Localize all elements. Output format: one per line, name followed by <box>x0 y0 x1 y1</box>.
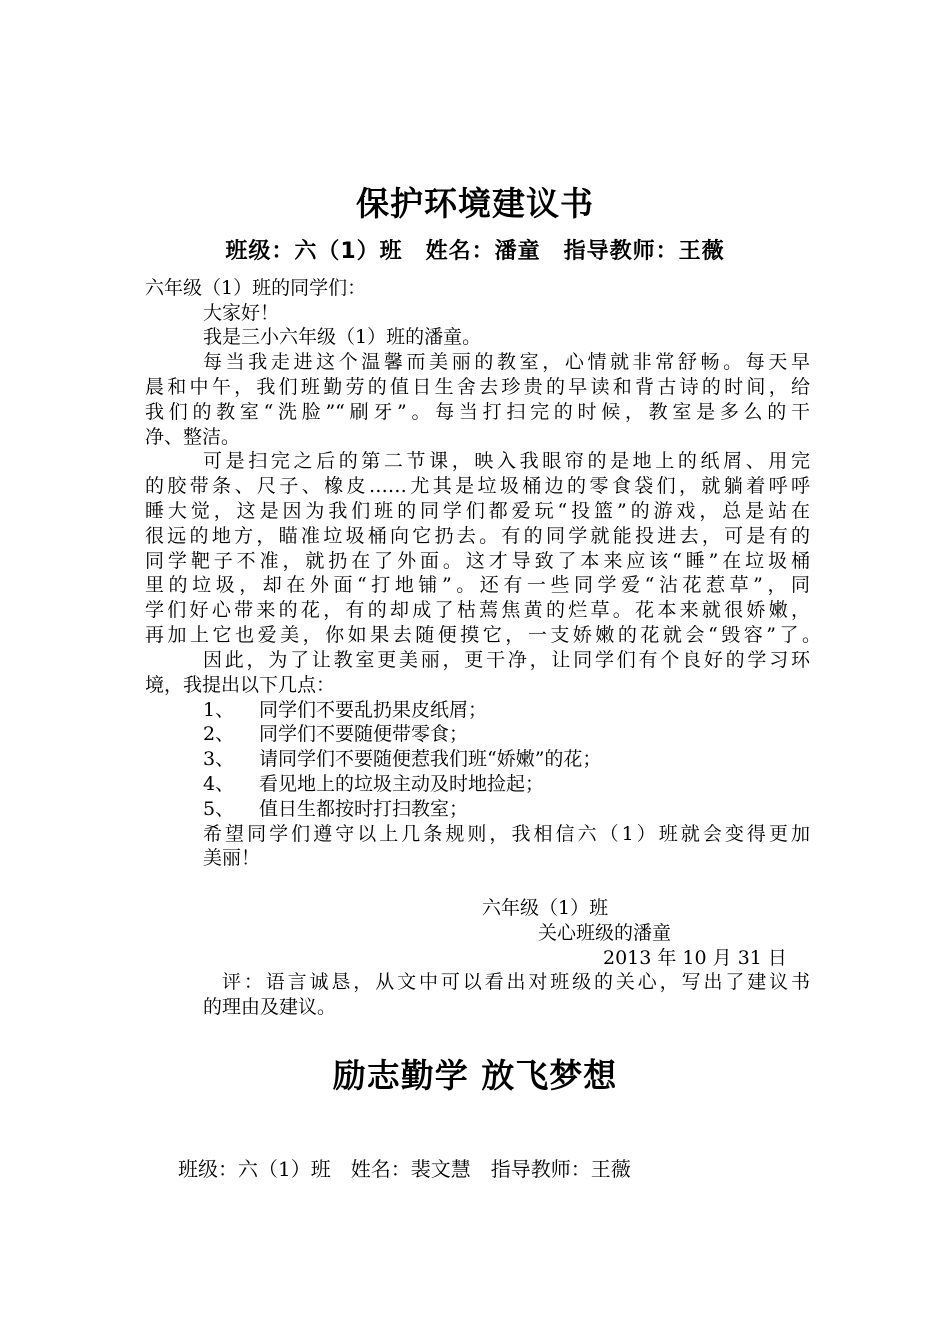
p1-line: 晨和中午，我们班勤劳的值日生舍去珍贵的早读和背古诗的时间，给 <box>145 376 810 398</box>
list-number: 2、 <box>203 723 235 745</box>
p2-line: 再加上它也爱美，你如果去随便摸它，一支娇嫩的花就会“毁容”了。 <box>145 624 821 646</box>
intro-line: 我是三小六年级（1）班的潘童。 <box>203 326 482 348</box>
p2-line: 同学靶子不准，就扔在了外面。这才导致了本来应该“睡”在垃圾桶 <box>145 550 810 572</box>
list-number: 3、 <box>203 748 235 770</box>
essay1-byline: 班级：六（1）班 姓名：潘童 指导教师：王薇 <box>225 239 725 264</box>
signature-date: 2013 年 10 月 31 日 <box>603 947 787 969</box>
p2-line: 的胶带条、尺子、橡皮……尤其是垃圾桶边的零食袋们，就躺着呼呼 <box>145 475 810 497</box>
list-text: 值日生都按时打扫教室； <box>259 798 469 820</box>
list-text: 看见地上的垃圾主动及时地捡起； <box>259 773 545 795</box>
teacher-comment-line: 的理由及建议。 <box>203 996 337 1018</box>
p2-line: 睡大觉，这是因为我们班的同学们都爱玩“投篮”的游戏，总是站在 <box>145 500 810 522</box>
teacher-comment-line: 评：语言诚恳，从文中可以看出对班级的关心，写出了建议书 <box>222 971 810 993</box>
p3-line: 因此，为了让教室更美丽，更干净，让同学们有个良好的学习环 <box>203 649 810 671</box>
p1-line: 我们的教室“洗脸”“刷牙”。每当打扫完的时候，教室是多么的干 <box>145 401 810 423</box>
p2-line: 里的垃圾，却在外面“打地铺”。还有一些同学爱“沾花惹草”，同 <box>145 574 810 596</box>
p2-line: 学们好心带来的花，有的却成了枯蔫焦黄的烂草。花本来就很娇嫩， <box>145 599 810 621</box>
list-text: 同学们不要乱扔果皮纸屑； <box>259 699 488 721</box>
p2-line: 很远的地方，瞄准垃圾桶向它扔去。有的同学就能投进去，可是有的 <box>145 525 810 547</box>
p1-line: 每当我走进这个温馨而美丽的教室，心情就非常舒畅。每天早 <box>203 351 810 373</box>
p3-line: 境，我提出以下几点： <box>145 674 336 696</box>
p1-line: 净、整洁。 <box>145 426 241 448</box>
list-text: 请同学们不要随便惹我们班“娇嫩”的花； <box>259 748 602 770</box>
p2-line: 可是扫完之后的第二节课，映入我眼帘的是地上的纸屑、用完 <box>203 450 810 472</box>
essay2-title: 励志勤学 放飞梦想 <box>332 1056 618 1095</box>
closing-line: 希望同学们遵守以上几条规则，我相信六（1）班就会变得更加 <box>203 823 810 845</box>
list-number: 4、 <box>203 773 235 795</box>
greeting: 大家好！ <box>203 302 280 324</box>
closing-line: 美丽！ <box>203 847 261 869</box>
list-number: 5、 <box>203 798 235 820</box>
signature-class: 六年级（1）班 <box>482 897 609 919</box>
salutation: 六年级（1）班的同学们： <box>145 277 367 299</box>
list-text: 同学们不要随便带零食； <box>259 723 469 745</box>
essay2-byline: 班级：六（1）班 姓名：裴文慧 指导教师：王薇 <box>178 1157 631 1181</box>
essay1-title: 保护环境建议书 <box>356 184 594 223</box>
signature-author: 关心班级的潘童 <box>538 922 672 944</box>
list-number: 1、 <box>203 699 235 721</box>
